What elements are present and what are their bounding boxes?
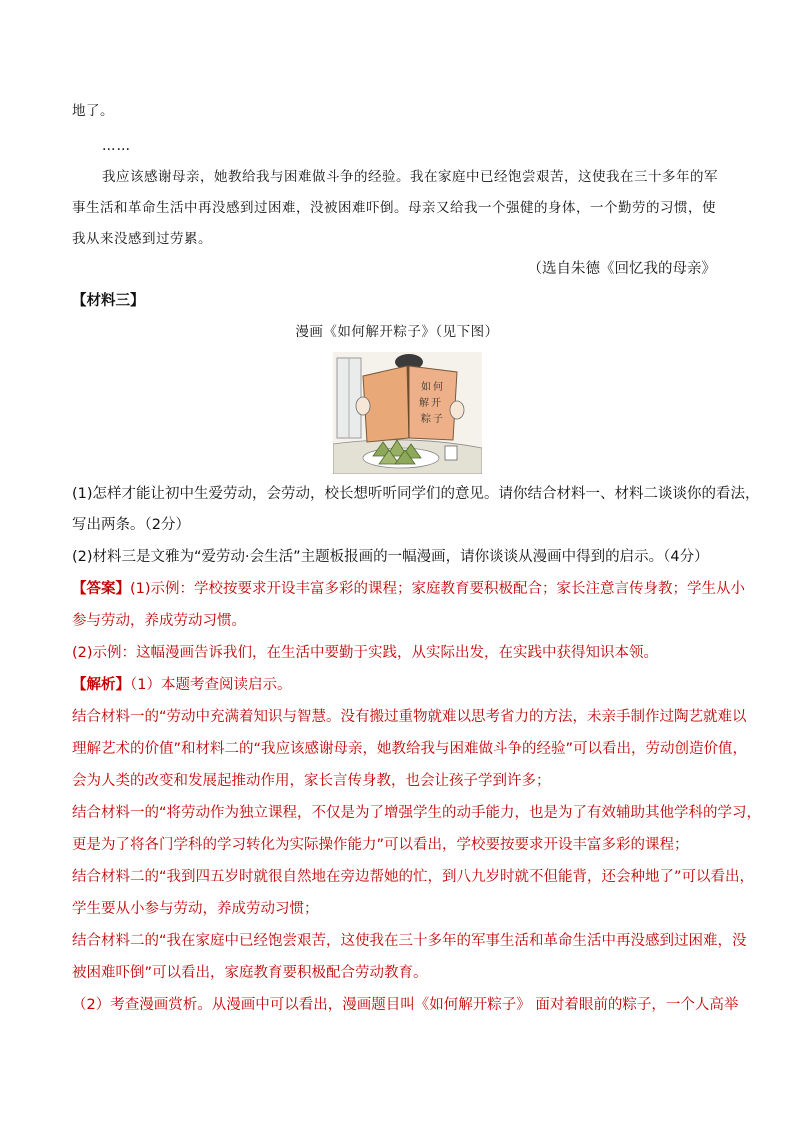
answer-line-1	[72, 579, 745, 599]
analysis-line: 被困难吓倒”可以看出，家庭教育要积极配合劳动教育。	[72, 965, 428, 981]
book-title-char: 粽	[421, 414, 431, 425]
analysis-line: 学生要从小参与劳动，养成劳动习惯；	[72, 901, 319, 917]
book-title-char: 如	[421, 382, 431, 393]
analysis-line: 结合材料二的“我到四五岁时就很自然地在旁边帮她的忙，到八九岁时就不但能背，还会种地了”可以看出，	[72, 869, 755, 885]
analysis-label: 【解析】	[72, 677, 130, 693]
book-title-char: 子	[433, 414, 443, 425]
ellipsis: ……	[102, 138, 131, 154]
analysis-line: 结合材料二的“我在家庭中已经饱尝艰苦，这使我在三十多年的军事生活和革命生活中再没感到过困难，没	[72, 933, 747, 949]
passage-source: （选自朱德《回忆我的母亲》	[527, 261, 716, 277]
question-1-line: (1)怎样才能让初中生爱劳动，会劳动，校长想听听同学们的意见。请你结合材料一、材料二谈谈你的看法，	[72, 486, 760, 502]
analysis-line: 结合材料一的“将劳动作为独立课程，不仅是为了增强学生的动手能力，也是为了有效辅助其他学科的学习，	[72, 805, 762, 821]
analysis-title: （1）本题考查阅读启示。	[130, 677, 292, 693]
analysis-line: 结合材料一的“劳动中充满着知识与智慧。没有搬过重物就难以思考省力的方法，未亲手制作过陶艺就难以	[72, 709, 747, 725]
passage-line: 地了。	[72, 103, 114, 119]
question-2: (2)材料三是文雅为“爱劳动·会生活”主题板报画的一幅漫画，请你谈谈从漫画中得到的启示。（4分）	[72, 549, 709, 565]
analysis-line: 更是为了将各门学科的学习转化为实际操作能力”可以看出，学校要按要求开设丰富多彩的课程；	[72, 837, 689, 853]
material3-heading: 【材料三】	[72, 293, 145, 309]
passage-line: 我从来没感到过劳累。	[72, 231, 212, 247]
book-title-char: 何	[433, 382, 443, 393]
answer-1-text: (1)示例：学校按要求开设丰富多彩的课程；家庭教育要积极配合；家长注意言传身教；学生从小	[130, 581, 746, 597]
comic-image	[333, 352, 482, 474]
comic-caption: 漫画《如何解开粽子》（见下图）	[295, 324, 499, 340]
answer-label: 【答案】	[72, 581, 130, 597]
analysis-line: 理解艺术的价值”和材料二的“我应该感谢母亲，她教给我与困难做斗争的经验”可以看出，劳动创造价值，	[72, 741, 748, 757]
passage-line: 我应该感谢母亲，她教给我与困难做斗争的经验。我在家庭中已经饱尝艰苦，这使我在三十多年的军	[102, 169, 718, 185]
book-title-char: 开	[431, 398, 441, 409]
question-1-line: 写出两条。（2分）	[72, 517, 190, 533]
answer-line: 参与劳动，养成劳动习惯。	[72, 613, 246, 629]
answer-line: (2)示例：这幅漫画告诉我们，在生活中要勤于实践，从实际出发，在实践中获得知识本领。	[72, 645, 659, 661]
book-title-char: 解	[419, 398, 429, 409]
analysis-line: 会为人类的改变和发展起推动作用，家长言传身教，也会让孩子学到许多；	[72, 773, 551, 789]
analysis-heading	[72, 675, 291, 695]
analysis-line: （2）考查漫画赏析。从漫画中可以看出，漫画题目叫《如何解开粽子》 面对着眼前的粽子，一个人高举	[72, 997, 739, 1013]
passage-line: 事生活和革命生活中再没感到过困难，没被困难吓倒。母亲又给我一个强健的身体，一个勤劳的习惯，使	[72, 200, 716, 216]
